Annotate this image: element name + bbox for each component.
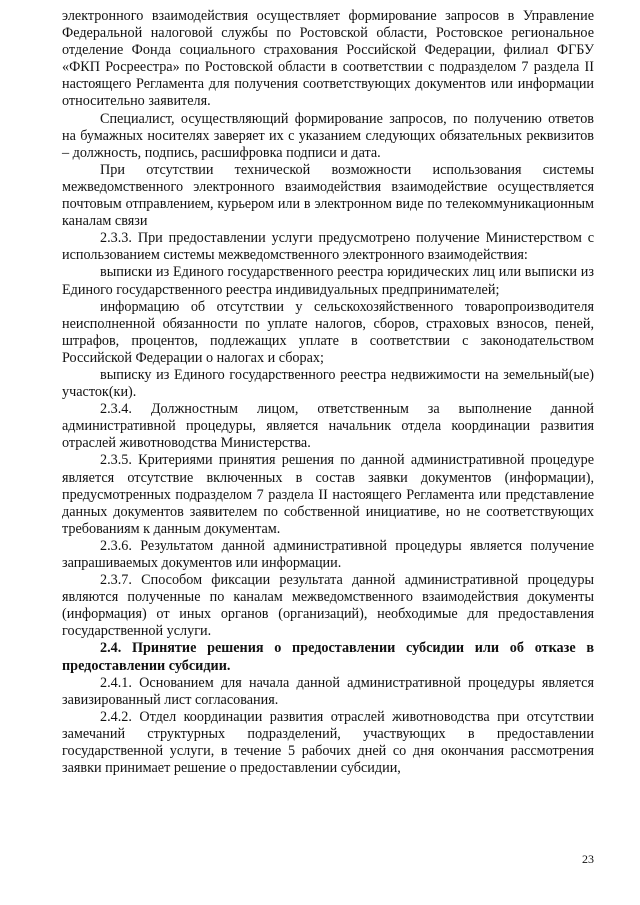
section-heading-2-4: 2.4. Принятие решения о предоставлении субсидии или об отказе в предоставлении субсидии. xyxy=(62,640,594,674)
paragraph-2-4-1: 2.4.1. Основанием для начала данной административной процедуры является завизированный лист согласования. xyxy=(62,674,594,708)
paragraph-continuation: электронного взаимодействия осуществляет формирование запросов в Управление Федеральной налоговой службы по Ростовской области, Ростовское региональное отделение Фонда социального страхования Российской Федерации, филиал ФГБУ «ФКП Росреестра» по Ростовской области в соответствии с подразделом 7 раздела II настоящего Регламента для получения соответствующих документов или информации относительно заявителя. xyxy=(62,8,594,110)
paragraph-egrn-extract: выписку из Единого государственного реестра недвижимости на земельный(ые) участок(ки). xyxy=(62,366,594,401)
paragraph-no-technical-possibility: При отсутствии технической возможности использования системы межведомственного электронного взаимодействия взаимодействие осуществляется почтовым отправлением, курьером или в электронном виде по телекоммуникационным каналам связи xyxy=(62,161,594,230)
paragraph-egrul-extract: выписки из Единого государственного реестра юридических лиц или выписки из Единого государственного реестра индивидуальных предпринимателей; xyxy=(62,264,594,298)
paragraph-2-3-7: 2.3.7. Способом фиксации результата данной административной процедуры являются полученные по каналам межведомственного взаимодействия документы (информация) от иных органов (организаций), необходимые для предоставления государственной услуги. xyxy=(62,572,594,640)
paragraph-2-3-5: 2.3.5. Критериями принятия решения по данной административной процедуре является отсутствие включенных в состав заявки документов (информации), предусмотренных подразделом 7 раздела II настоящего Регламента или представление данных документов заявителем по собственной инициативе, но не соответствующих требованиям к данным документам. xyxy=(62,452,594,537)
paragraph-2-3-6: 2.3.6. Результатом данной административной процедуры является получение запрашиваемых документов или информации. xyxy=(62,537,594,571)
page-number: 23 xyxy=(582,852,594,866)
paragraph-2-4-2: 2.4.2. Отдел координации развития отраслей животноводства при отсутствии замечаний структурных подразделений, участвующих в предоставлении государственной услуги, в течение 5 рабочих дней со дня окончания рассмотрения заявки принимает решение о предоставлении субсидии, xyxy=(62,708,594,777)
document-body xyxy=(62,8,594,777)
paragraph-specialist: Специалист, осуществляющий формирование запросов, по получению ответов на бумажных носителях заверяет их с указанием следующих обязательных реквизитов – должность, подпись, расшифровка подписи и дата. xyxy=(62,110,594,161)
paragraph-2-3-4: 2.3.4. Должностным лицом, ответственным за выполнение данной административной процедуры, является начальник отдела координации развития отраслей животноводства Министерства. xyxy=(62,401,594,452)
paragraph-tax-info: информацию об отсутствии у сельскохозяйственного товаропроизводителя неисполненной обязанности по уплате налогов, сборов, страховых взносов, пеней, штрафов, процентов, подлежащих уплате в соответствии с законодательством Российской Федерации о налогах и сборах; xyxy=(62,298,594,366)
paragraph-2-3-3: 2.3.3. При предоставлении услуги предусмотрено получение Министерством с использованием системы межведомственного электронного взаимодействия: xyxy=(62,230,594,264)
